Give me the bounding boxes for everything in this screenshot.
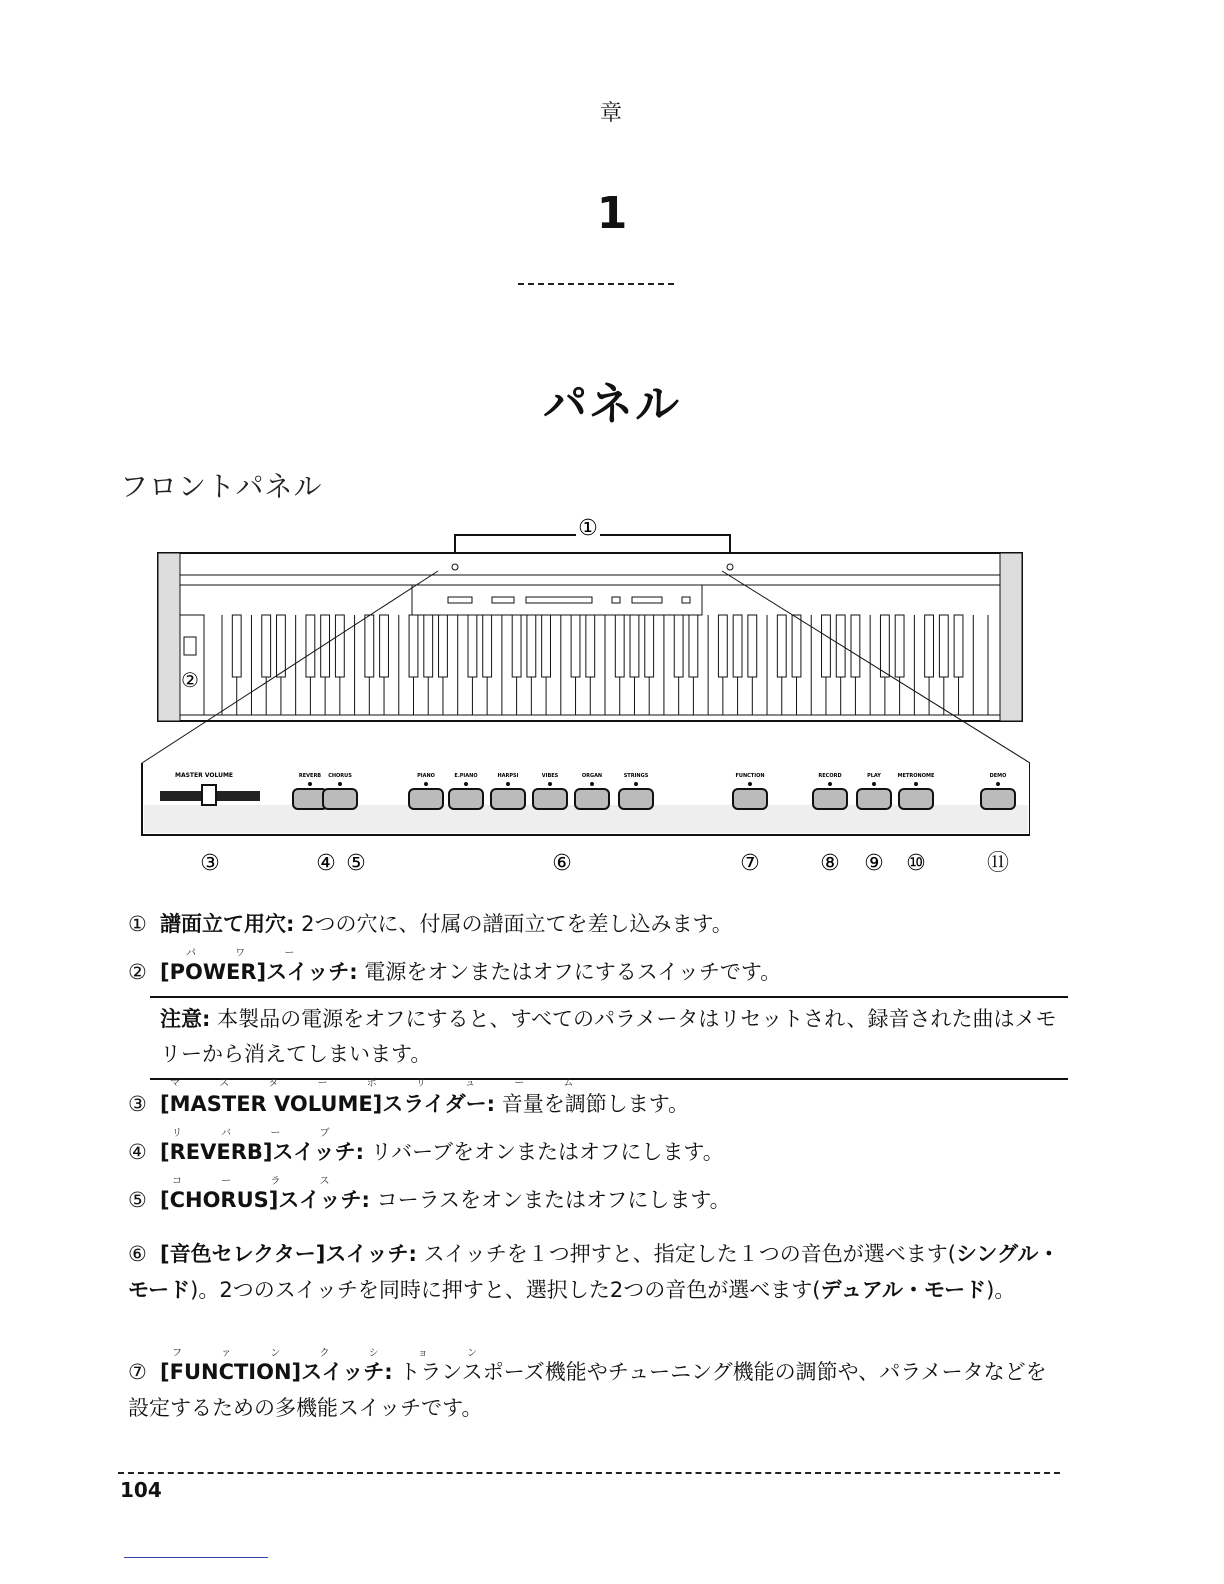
black-key bbox=[615, 615, 624, 677]
item-text-3: )。 bbox=[986, 1278, 1016, 1302]
black-key bbox=[748, 615, 757, 677]
callout-4: ④ bbox=[316, 851, 336, 876]
list-item bbox=[128, 906, 1063, 942]
label-piano: PIANO bbox=[417, 773, 435, 779]
item-name: [POWER]スイッチ: bbox=[160, 960, 358, 984]
black-key bbox=[306, 615, 315, 677]
item-name: [FUNCTION]スイッチ: bbox=[160, 1360, 393, 1384]
label-reverb: REVERB bbox=[298, 773, 322, 779]
front-panel-diagram bbox=[130, 505, 1030, 885]
black-key bbox=[483, 615, 492, 677]
led-reverb bbox=[308, 782, 312, 786]
item-name: [REVERB]スイッチ: bbox=[160, 1140, 365, 1164]
note-text: 本製品の電源をオフにすると、すべてのパラメータはリセットされ、録音された曲はメモリーから消えてしまいます。 bbox=[160, 1007, 1057, 1066]
led-vibes bbox=[548, 782, 552, 786]
black-key bbox=[365, 615, 374, 677]
panel-buttons bbox=[293, 773, 1015, 809]
black-key bbox=[718, 615, 727, 677]
item-ruby: リ バ ー ブ bbox=[172, 1128, 348, 1139]
black-key bbox=[571, 615, 580, 677]
callout-2: ② bbox=[181, 668, 199, 692]
page-title: パネル bbox=[543, 379, 681, 430]
black-key bbox=[409, 615, 418, 677]
black-key bbox=[689, 615, 698, 677]
item-number: ③ bbox=[128, 1092, 147, 1116]
led-strings bbox=[634, 782, 638, 786]
play-button bbox=[857, 789, 891, 809]
led-chorus bbox=[338, 782, 342, 786]
label-demo: DEMO bbox=[989, 773, 1007, 779]
black-key bbox=[512, 615, 521, 677]
black-key bbox=[232, 615, 241, 677]
record-button bbox=[813, 789, 847, 809]
black-key bbox=[527, 615, 536, 677]
item-text-2: )。2つのスイッチを同時に押すと、選択した2つの音色が選べます( bbox=[190, 1278, 821, 1302]
black-key bbox=[925, 615, 934, 677]
led-record bbox=[828, 782, 832, 786]
callout-9: ⑨ bbox=[864, 851, 884, 876]
black-key bbox=[586, 615, 595, 677]
item-name: [音色セレクター]スイッチ: bbox=[160, 1242, 417, 1266]
callout-6: ⑥ bbox=[552, 851, 572, 876]
callout-7: ⑦ bbox=[740, 851, 760, 876]
organ-button bbox=[575, 789, 609, 809]
led-demo bbox=[996, 782, 1000, 786]
label-chorus: CHORUS bbox=[328, 773, 352, 779]
page-number: 104 bbox=[120, 1478, 162, 1502]
black-key bbox=[880, 615, 889, 677]
black-key bbox=[277, 615, 286, 677]
item-text: 音量を調節します。 bbox=[495, 1092, 690, 1116]
epiano-button bbox=[449, 789, 483, 809]
black-key bbox=[851, 615, 860, 677]
callout-5: ⑤ bbox=[346, 851, 366, 876]
harpsi-button bbox=[491, 789, 525, 809]
item-name: [CHORUS]スイッチ: bbox=[160, 1188, 370, 1212]
label-vibes: VIBES bbox=[541, 773, 559, 779]
footer-divider bbox=[118, 1472, 1060, 1474]
item-number: ④ bbox=[128, 1140, 147, 1164]
callout-10: ⑩ bbox=[906, 851, 926, 876]
callout-1: ① bbox=[578, 516, 598, 541]
section-heading: フロントパネル bbox=[120, 470, 323, 503]
black-key bbox=[630, 615, 639, 677]
black-key bbox=[777, 615, 786, 677]
label-play: PLAY bbox=[867, 773, 881, 779]
item-ruby: フ ァ ン ク シ ョ ン bbox=[172, 1348, 496, 1359]
chapter-divider bbox=[518, 283, 674, 285]
item-number: ① bbox=[128, 912, 147, 936]
label-record: RECORD bbox=[818, 773, 842, 779]
piano-button bbox=[409, 789, 443, 809]
metronome-button bbox=[899, 789, 933, 809]
item-text: コーラスをオンまたはオフにします。 bbox=[369, 1188, 731, 1212]
note-label: 注意: bbox=[160, 1007, 211, 1031]
vibes-button bbox=[533, 789, 567, 809]
list-item bbox=[128, 1086, 1063, 1122]
label-function: FUNCTION bbox=[735, 773, 765, 779]
item-text: 2つの穴に、付属の譜面立てを差し込みます。 bbox=[294, 912, 733, 936]
item-name: 譜面立て用穴: bbox=[160, 912, 295, 936]
label-metronome: METRONOME bbox=[897, 773, 935, 779]
item-name: [MASTER VOLUME]スライダー: bbox=[160, 1092, 496, 1116]
item-mode-single: シングル・モード bbox=[128, 1242, 1060, 1302]
item-text: 電源をオンまたはオフにするスイッチです。 bbox=[357, 960, 782, 984]
function-button bbox=[733, 789, 767, 809]
chorus-button bbox=[323, 789, 357, 809]
led-epiano bbox=[464, 782, 468, 786]
black-key bbox=[645, 615, 654, 677]
callout-8: ⑧ bbox=[820, 851, 840, 876]
strings-button bbox=[619, 789, 653, 809]
chapter-kanji: 章 bbox=[599, 101, 624, 126]
item-text: スイッチを１つ押すと、指定した１つの音色が選べます( bbox=[416, 1242, 956, 1266]
label-harpsi: HARPSI bbox=[497, 773, 519, 779]
callout-11: ⑪ bbox=[986, 851, 1010, 876]
led-metronome bbox=[914, 782, 918, 786]
label-epiano: E.PIANO bbox=[454, 773, 478, 779]
black-key bbox=[262, 615, 271, 677]
label-master-volume: MASTER VOLUME bbox=[174, 772, 234, 779]
footer-blue-line bbox=[124, 1557, 268, 1558]
list-item bbox=[128, 1134, 1063, 1170]
item-ruby: マ ス タ ー ボ リ ュ ー ム bbox=[170, 1078, 592, 1089]
demo-button bbox=[981, 789, 1015, 809]
list-item bbox=[128, 954, 1063, 990]
item-ruby: パ ワ ー bbox=[186, 948, 313, 959]
item-ruby: コ ー ラ ス bbox=[172, 1176, 348, 1187]
list-item bbox=[128, 1182, 1063, 1218]
item-number: ⑤ bbox=[128, 1188, 147, 1212]
black-key bbox=[468, 615, 477, 677]
led-harpsi bbox=[506, 782, 510, 786]
callout-3: ③ bbox=[200, 851, 220, 876]
label-strings: STRINGS bbox=[623, 773, 649, 779]
black-key bbox=[895, 615, 904, 677]
black-key bbox=[335, 615, 344, 677]
black-key bbox=[674, 615, 683, 677]
item-mode-dual: デュアル・モード bbox=[820, 1278, 987, 1302]
caution-note bbox=[150, 996, 1068, 1080]
black-key bbox=[836, 615, 845, 677]
black-key bbox=[822, 615, 831, 677]
black-key bbox=[542, 615, 551, 677]
reverb-button bbox=[293, 789, 327, 809]
led-play bbox=[872, 782, 876, 786]
item-number: ⑥ bbox=[128, 1242, 147, 1266]
black-key bbox=[792, 615, 801, 677]
led-piano bbox=[424, 782, 428, 786]
black-key bbox=[439, 615, 448, 677]
led-organ bbox=[590, 782, 594, 786]
led-function bbox=[748, 782, 752, 786]
item-text: リバーブをオンまたはオフにします。 bbox=[364, 1140, 724, 1164]
black-key bbox=[733, 615, 742, 677]
black-key bbox=[954, 615, 963, 677]
list-item bbox=[128, 1236, 1063, 1308]
chapter-number: 1 bbox=[596, 188, 628, 239]
black-key bbox=[424, 615, 433, 677]
label-organ: ORGAN bbox=[581, 773, 603, 779]
black-key bbox=[939, 615, 948, 677]
item-number: ② bbox=[128, 960, 147, 984]
black-key bbox=[380, 615, 389, 677]
list-item bbox=[128, 1354, 1063, 1426]
item-number: ⑦ bbox=[128, 1360, 147, 1384]
item-text: トランスポーズ機能やチューニング機能の調節や、パラメータなどを設定するための多機能スイッチです。 bbox=[128, 1360, 1047, 1420]
